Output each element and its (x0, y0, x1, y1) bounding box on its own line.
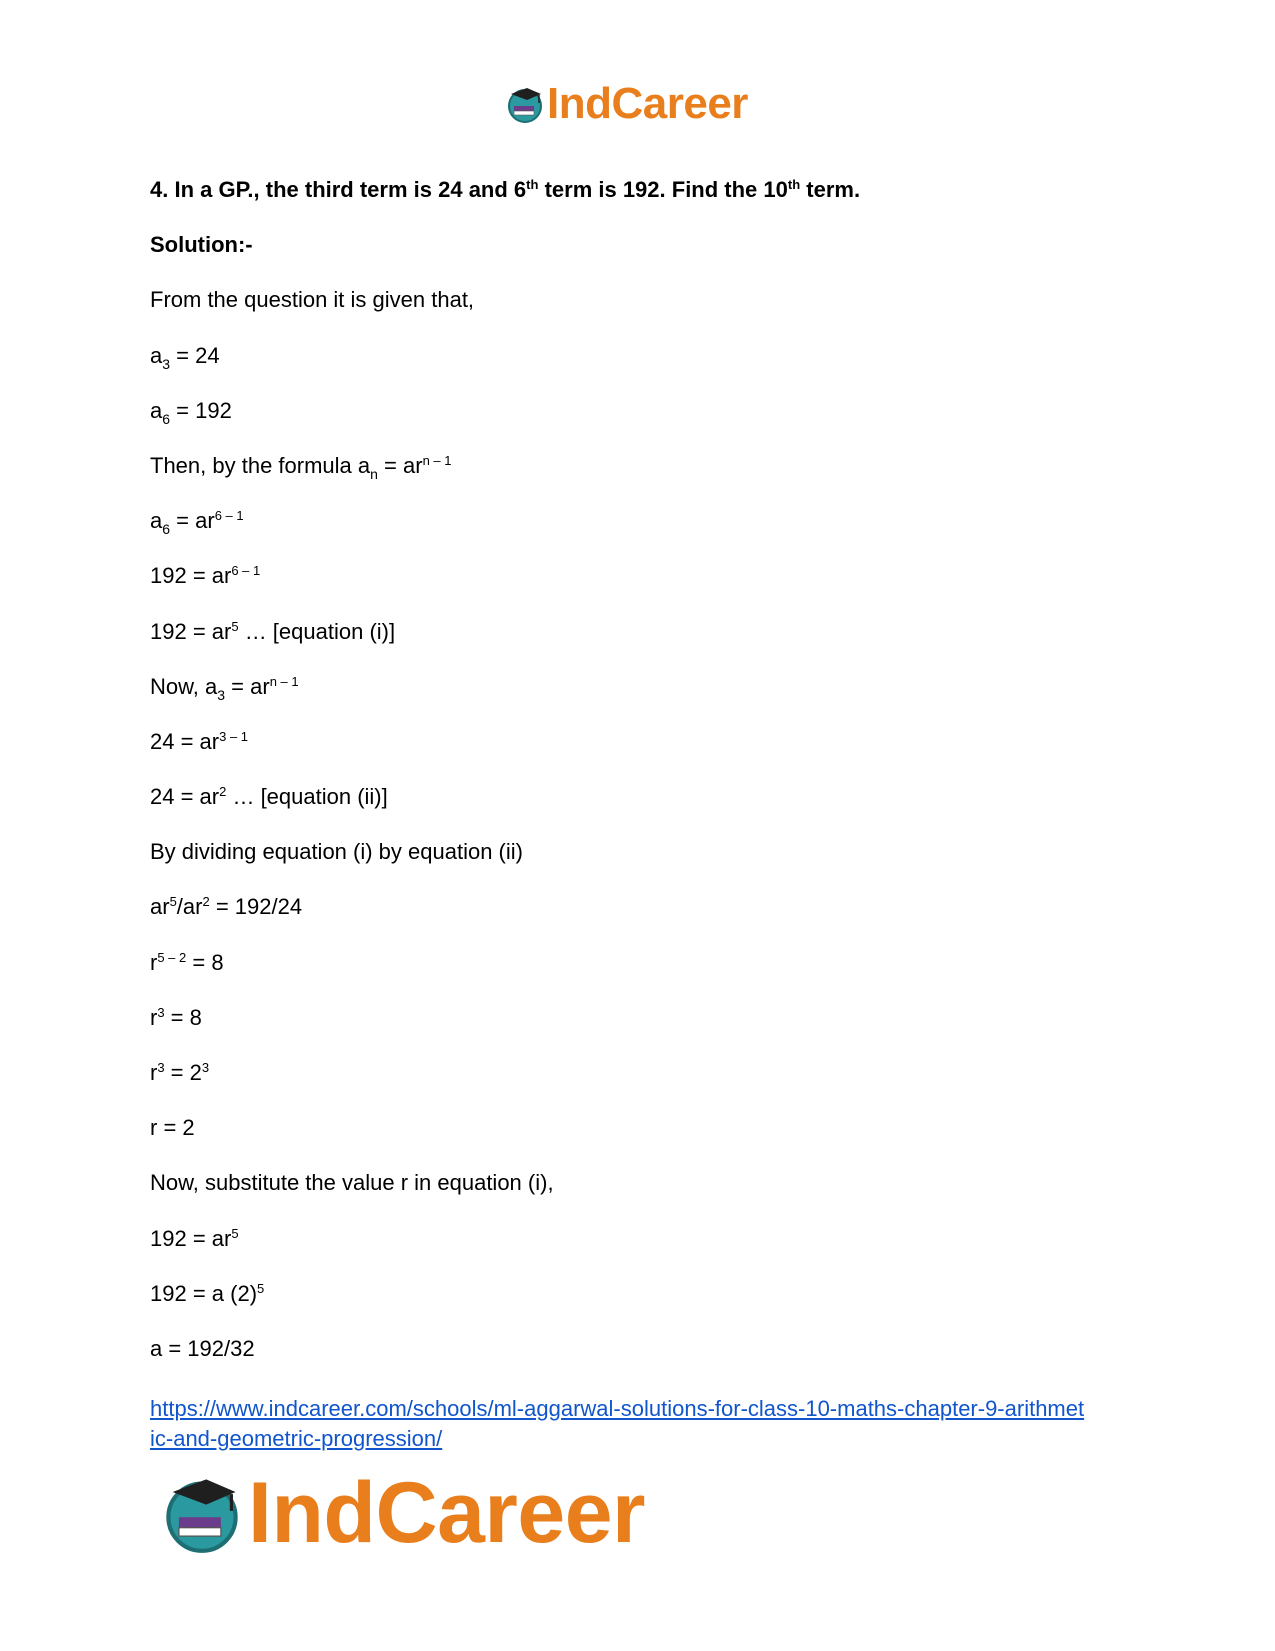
step-line: Now, $a_3 = ar^{n - 1}$ (150, 673, 299, 703)
footer-logo-text: IndCareer (248, 1465, 645, 1561)
solution-label: Solution:- (150, 232, 253, 258)
step-line: Now, substitute the value r in equation (i), (150, 1170, 554, 1196)
step-line: $r^{5 - 2} = 8$ (150, 949, 224, 975)
step-line: $192 = ar^5$ (150, 1225, 239, 1251)
step-line: 192 = a $(2)^5$ (150, 1280, 265, 1306)
step-line: $r^3 = 2^3$ (150, 1060, 210, 1085)
graduation-globe-icon (160, 1471, 244, 1555)
step-line: $192 = ar^5$ … [equation (i)] (150, 618, 396, 644)
footer-logo (160, 1465, 645, 1561)
step-line: r = 2 (150, 1115, 195, 1141)
step-line: $192 = ar^{6 - 1}$ (150, 563, 261, 589)
step-line: $a_6 = ar^{6 - 1}$ (150, 508, 244, 538)
source-link[interactable] (150, 1394, 1150, 1454)
step-line: $ar^5/ar^2 = 192/24$ (150, 894, 303, 920)
step-line: $a_6 = 192$ (150, 397, 232, 427)
step-line: a = 192/32 (150, 1335, 255, 1361)
solution-intro: From the question it is given that, (150, 287, 475, 313)
header-logo-text: IndCareer (547, 79, 748, 128)
step-line: $24 = ar^{3 - 1}$ (150, 728, 249, 754)
source-link-line[interactable]: https://www.indcareer.com/schools/ml-aggarwal-solutions-for-class-10-maths-chapter-9-arithmet (150, 1396, 1085, 1421)
source-link-line[interactable]: ic-and-geometric-progression/ (150, 1426, 443, 1451)
document-body (150, 176, 1140, 1390)
header-logo (505, 80, 748, 128)
step-line: $a_3 = 24$ (150, 342, 220, 372)
step-line: By dividing equation (i) by equation (ii) (150, 839, 523, 865)
step-line: Then, by the formula $a_n = ar^{n - 1}$ (150, 452, 452, 482)
question-heading: 4. In a GP., the third term is 24 and 6th term is 192. Find the 10th term. (150, 177, 861, 202)
step-line: $r^3 = 8$ (150, 1004, 202, 1030)
graduation-globe-icon (505, 84, 545, 124)
step-line: $24 = ar^2$ … [equation (ii)] (150, 784, 388, 810)
